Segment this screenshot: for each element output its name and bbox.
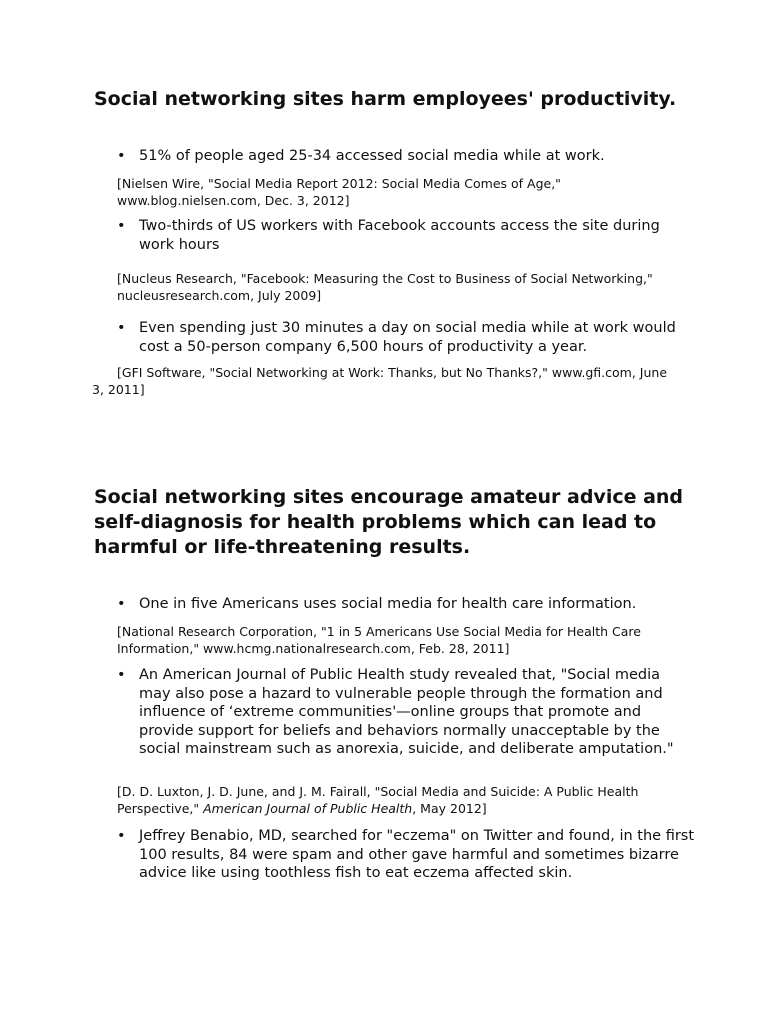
journal-title: American Journal of Public Health (203, 800, 413, 816)
citation: [Nielsen Wire, "Social Media Report 2012: Social Media Comes of Age," www.blog.nielsen.com, Dec. 3, 2012] (117, 176, 561, 208)
bullet-text: An American Journal of Public Health study revealed that, "Social media may also pose a hazard to vulnerable people through the formation and influence of ‘extreme communities'—online groups that promote and provide support for beliefs and behaviors normally unacceptable by the social mainstream such as anorexia, suicide, and deliberate amputation." (139, 667, 674, 757)
citation: [National Research Corporation, "1 in 5 Americans Use Social Media for Health Care Information," www.hcmg.nationalresearch.com, Feb. 28, 2011] (117, 624, 641, 656)
citation: [Nucleus Research, "Facebook: Measuring the Cost to Business of Social Networking," nucleusresearch.com, July 2009] (117, 271, 653, 303)
section-heading-productivity: Social networking sites harm employees' productivity. (94, 88, 677, 110)
bullet-icon: • (117, 667, 126, 683)
bullet-text: One in five Americans uses social media for health care information. (139, 596, 637, 612)
bullet-text: Jeffrey Benabio, MD, searched for "eczema" on Twitter and found, in the first 100 results, 84 were spam and other gave harmful and sometimes bizarre advice like using toothless fish to eat eczema affected skin. (139, 828, 695, 881)
bullet-text: Even spending just 30 minutes a day on social media while at work would cost a 50-person company 6,500 hours of productivity a year. (139, 320, 676, 355)
bullet-icon: • (117, 596, 126, 612)
bullet-text: Two-thirds of US workers with Facebook accounts access the site during work hours (139, 218, 660, 253)
citation-text: [D. D. Luxton, J. D. June, and J. M. Fairall, "Social Media and Suicide: A Public Health Perspective," (117, 784, 639, 816)
bullet-icon: • (117, 148, 126, 164)
citation: [GFI Software, "Social Networking at Work: Thanks, but No Thanks?," www.gfi.com, June 3, 2011] (92, 365, 668, 397)
citation (117, 784, 697, 817)
section-heading-health: Social networking sites encourage amateur advice and self-diagnosis for health problems which can lead to harmful or life-threatening results. (94, 486, 684, 558)
bullet-icon: • (117, 218, 126, 234)
citation-text: , May 2012] (412, 800, 487, 816)
bullet-icon: • (117, 320, 126, 336)
bullet-icon: • (117, 828, 126, 844)
bullet-text: 51% of people aged 25-34 accessed social media while at work. (139, 148, 605, 164)
